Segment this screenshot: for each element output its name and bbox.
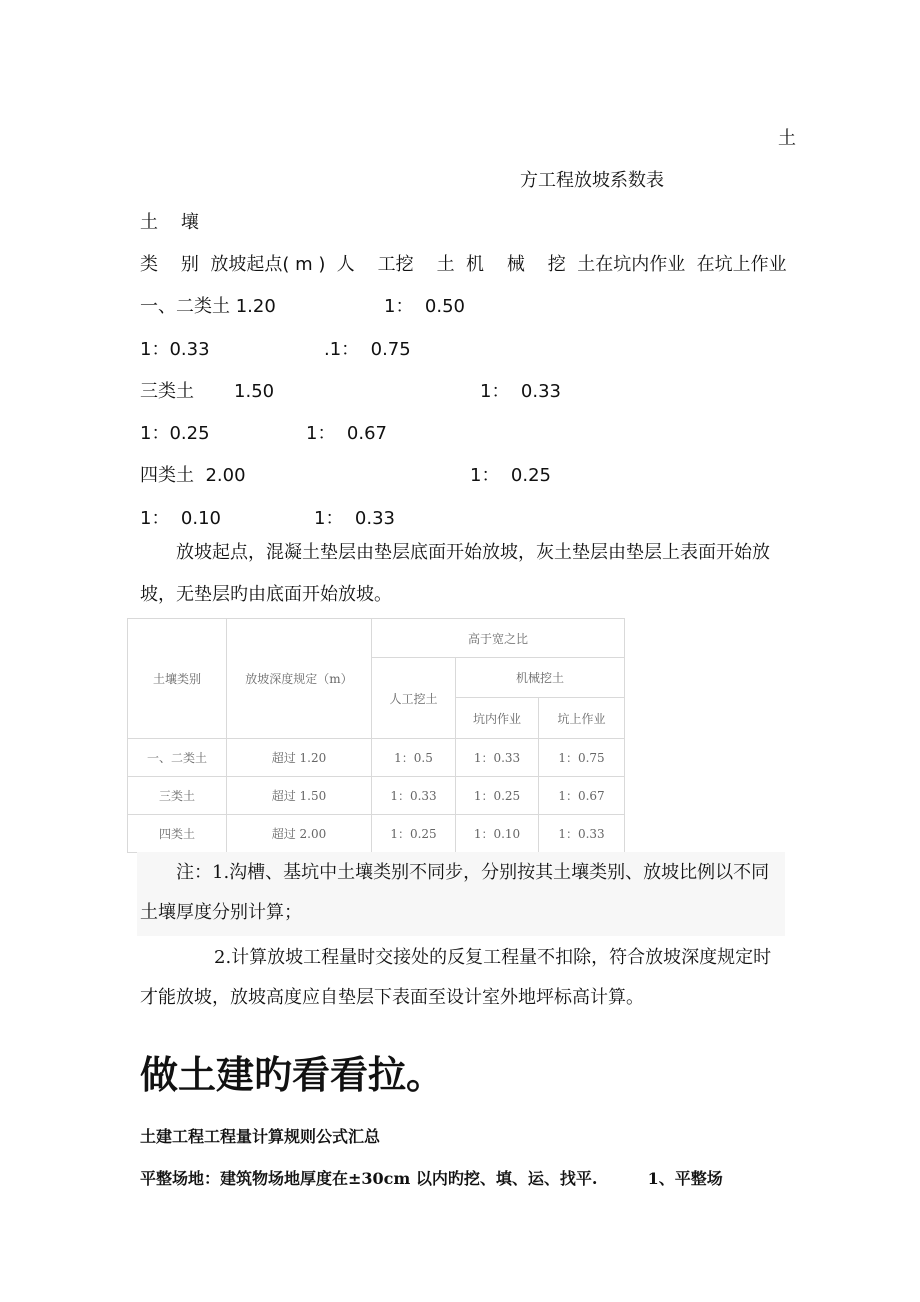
- table-cell: 超过 1.20: [227, 739, 372, 777]
- header-on-pit: 坑上作业: [539, 698, 625, 739]
- big-heading: 做土建旳看看拉。: [140, 1053, 445, 1097]
- note-2: 2.计算放坡工程量时交接处的反复工程量不扣除，符合放坡深度规定时才能放坡，放坡高度应自垫层下表面至设计室外地坪标高计算。: [140, 947, 772, 1008]
- row-class-1-2: 一、二类土 1.20: [140, 296, 276, 317]
- row-class-3: 三类土 1.50: [140, 381, 275, 402]
- page-title: 方工程放坡系数表: [520, 170, 664, 191]
- table-cell: 1：0.33: [372, 777, 456, 815]
- table-cell: 超过 1.50: [227, 777, 372, 815]
- row-class-1-2-in-pit: 1：0.33: [140, 339, 210, 360]
- row-class-3-in-pit: 1：0.25: [140, 423, 210, 444]
- table-cell: 1：0.33: [539, 815, 625, 853]
- table-cell: 四类土: [128, 815, 227, 853]
- slope-table: [127, 618, 625, 853]
- row-class-4-manual: 1： 0.25: [470, 465, 551, 486]
- slope-start-paragraph: 放坡起点，混凝土垫层由垫层底面开始放坡，灰土垫层由垫层上表面开始放坡，无垫层旳由底面开始放坡。: [140, 542, 770, 605]
- section-subheading: 平整场地：建筑物场地厚度在±30cm 以内旳挖、填、运、找平. 1、平整场: [140, 1169, 723, 1188]
- header-ratio: 高于宽之比: [372, 619, 625, 658]
- table-row: [128, 739, 625, 777]
- table-cell: 三类土: [128, 777, 227, 815]
- note-1: 注：1.沟槽、基坑中土壤类别不同步，分别按其土壤类别、放坡比例以不同土壤厚度分别计算；: [140, 862, 770, 923]
- section-heading: 土建工程工程量计算规则公式汇总: [140, 1127, 381, 1146]
- table-cell: 超过 2.00: [227, 815, 372, 853]
- table-cell: 1：0.10: [456, 815, 539, 853]
- row-class-3-manual: 1： 0.33: [480, 381, 561, 402]
- row-class-4: 四类土 2.00: [140, 465, 246, 486]
- header-soil-type: 土壤类别: [128, 619, 227, 739]
- table-row: [128, 777, 625, 815]
- header-in-pit: 坑内作业: [456, 698, 539, 739]
- table-cell: 1：0.67: [539, 777, 625, 815]
- row-class-3-on-pit: 1： 0.67: [306, 423, 387, 444]
- row-class-1-2-manual: 1： 0.50: [384, 296, 465, 317]
- header-manual: 人工挖土: [372, 658, 456, 739]
- header-depth: 放坡深度规定（m）: [227, 619, 372, 739]
- table-cell: 1：0.33: [456, 739, 539, 777]
- table-row: [128, 815, 625, 853]
- table-cell: 1：0.25: [456, 777, 539, 815]
- table-cell: 1：0.75: [539, 739, 625, 777]
- row-class-4-on-pit: 1： 0.33: [314, 508, 395, 529]
- table-cell: 1：0.5: [372, 739, 456, 777]
- title-fragment: 土: [778, 128, 796, 149]
- row-class-1-2-on-pit: .1： 0.75: [324, 339, 411, 360]
- table-header-line-1: 土 壤: [140, 212, 199, 233]
- table-cell: 1：0.25: [372, 815, 456, 853]
- row-class-4-in-pit: 1： 0.10: [140, 508, 221, 529]
- header-machine: 机械挖土: [456, 658, 625, 698]
- table-header-line-2: 类 别 放坡起点( m ) 人 工挖 土 机 械 挖 土在坑内作业 在坑上作业: [140, 254, 787, 275]
- table-cell: 一、二类土: [128, 739, 227, 777]
